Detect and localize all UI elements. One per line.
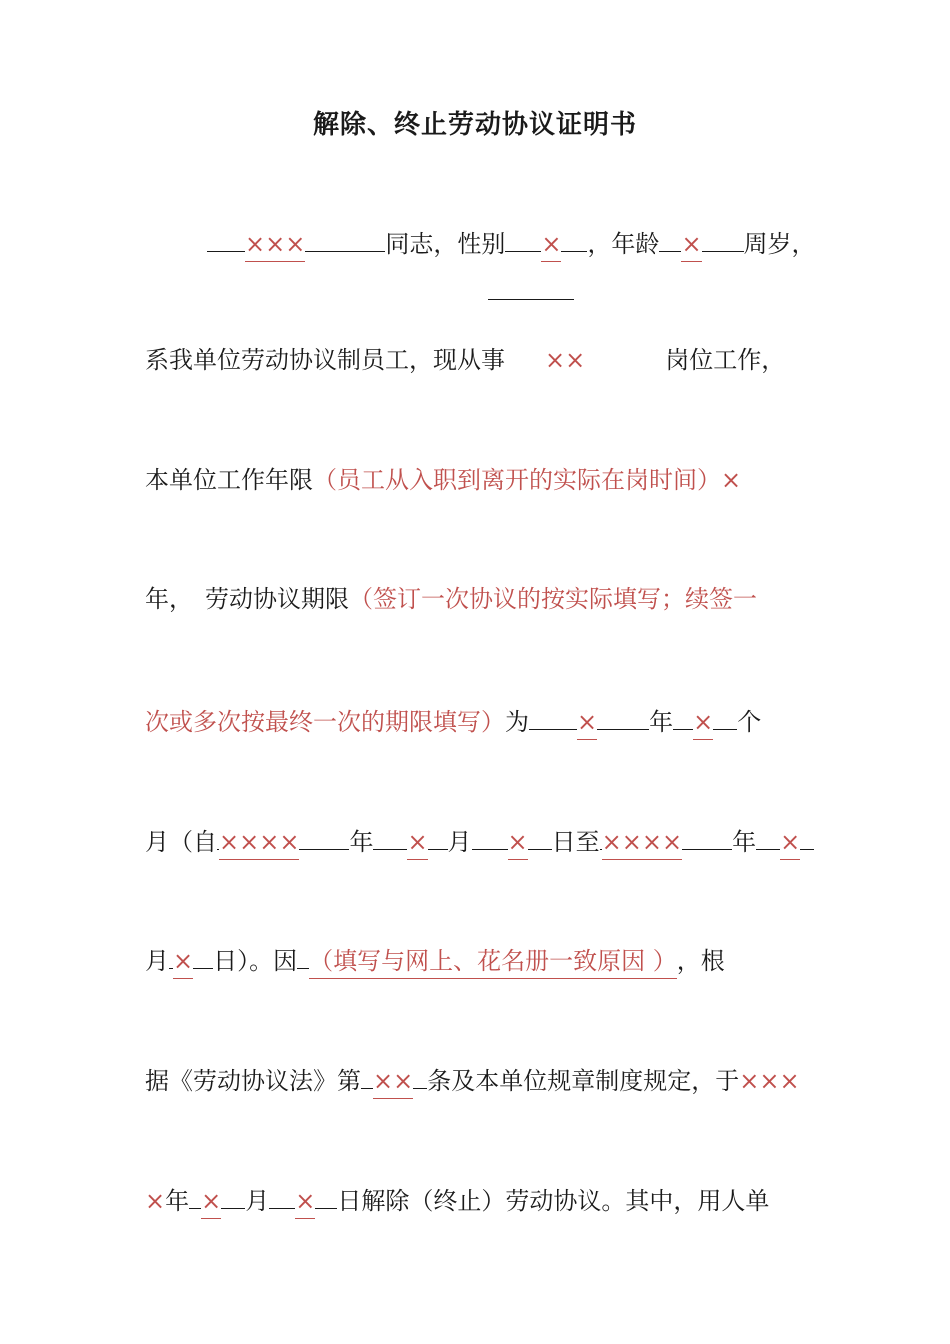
text-yue: 月 (245, 1187, 270, 1215)
blank-underline (361, 1061, 373, 1089)
line-law-article (145, 1061, 800, 1099)
post-field: ×× (545, 346, 586, 374)
gender-field: × (541, 227, 561, 262)
start-day-field: × (508, 825, 528, 860)
text-end: 日解除（终止）劳动协议。其中，用人单 (337, 1187, 770, 1215)
blank-underline (373, 822, 407, 850)
blank-underline (299, 822, 349, 850)
text-gen: ，根 (676, 947, 725, 975)
blank-underline (702, 224, 744, 252)
line-term-length (145, 702, 761, 740)
termination-month-field: × (201, 1184, 221, 1219)
end-day-field: × (173, 944, 193, 979)
start-year-field: ×××× (219, 825, 299, 860)
line-term (145, 582, 757, 616)
text-age: ，年龄 (587, 230, 660, 258)
text-nian2: 年 (732, 828, 757, 856)
text-yue: 月 (447, 828, 472, 856)
text-rules: 条及本单位规章制度规定，于 (427, 1067, 740, 1095)
blank-underline (800, 822, 814, 850)
text-nian: 年 (349, 828, 374, 856)
end-month-field: × (780, 825, 800, 860)
blank-underline (529, 702, 577, 730)
text-ri-zhi: 日至 (551, 828, 600, 856)
line-post (145, 343, 785, 377)
stray-underline (488, 299, 574, 300)
text-tongzhi: 同志，性别 (385, 230, 506, 258)
termination-year-field: ××× (739, 1067, 800, 1095)
blank-underline (713, 702, 737, 730)
note-work-years: （员工从入职到离开的实际在岗时间） (313, 466, 721, 494)
line-termination-date (145, 1181, 769, 1219)
blank-underline (472, 822, 508, 850)
blank-underline (528, 822, 552, 850)
start-month-field: × (407, 825, 427, 860)
text-nian: 年 (649, 708, 674, 736)
blank-underline (305, 224, 385, 252)
text-wei: 为 (505, 708, 529, 736)
end-year-field: ×××× (602, 825, 682, 860)
blank-underline (193, 941, 213, 969)
blank-underline (269, 1181, 295, 1209)
blank-underline (682, 822, 732, 850)
note-term: （签订一次协议的按实际填写；续签一 (349, 585, 757, 613)
document-title: 解除、终止劳动协议证明书 (312, 110, 637, 140)
blank-underline (189, 1181, 201, 1209)
text-ge: 个 (737, 708, 762, 736)
text-work-years: 本单位工作年限 (145, 466, 313, 494)
termination-year-field-cont: × (145, 1187, 166, 1215)
text-yue-zi: 月（自 (145, 828, 217, 856)
line-work-years (145, 463, 741, 497)
name-field: ××× (245, 227, 305, 262)
blank-underline (659, 224, 681, 252)
blank-underline (505, 224, 541, 252)
blank-underline (428, 822, 448, 850)
text-yue: 月 (145, 947, 169, 975)
termination-day-field: × (295, 1184, 315, 1219)
blank-underline (756, 822, 780, 850)
line-term-dates (145, 822, 814, 860)
term-months-field: × (693, 705, 713, 740)
blank-underline (297, 941, 309, 969)
blank-underline (207, 224, 245, 252)
text-ri-yin: 日）。因 (213, 947, 298, 975)
line-reason (145, 941, 725, 979)
text-zhousui: 周岁， (743, 230, 816, 258)
line-name-gender-age (207, 224, 816, 262)
text-employee: 系我单位劳动协议制员工，现从事 (145, 346, 505, 374)
article-field: ×× (373, 1064, 413, 1099)
text-nian: 年 (165, 1187, 190, 1215)
blank-underline (561, 224, 587, 252)
age-field: × (681, 227, 701, 262)
text-law: 据《劳动协议法》第 (145, 1067, 361, 1095)
blank-underline (673, 702, 693, 730)
blank-underline (315, 1181, 337, 1209)
term-years-field: × (577, 705, 597, 740)
work-years-field: × (721, 466, 742, 494)
blank-underline (413, 1061, 427, 1089)
text-post: 岗位工作， (665, 346, 786, 374)
blank-underline (221, 1181, 245, 1209)
note-term-cont: 次或多次按最终一次的期限填写） (145, 708, 505, 736)
reason-field: （填写与网上、花名册一致原因 ） (309, 944, 677, 979)
blank-underline (597, 702, 649, 730)
text-term: 年， 劳动协议期限 (145, 585, 349, 613)
